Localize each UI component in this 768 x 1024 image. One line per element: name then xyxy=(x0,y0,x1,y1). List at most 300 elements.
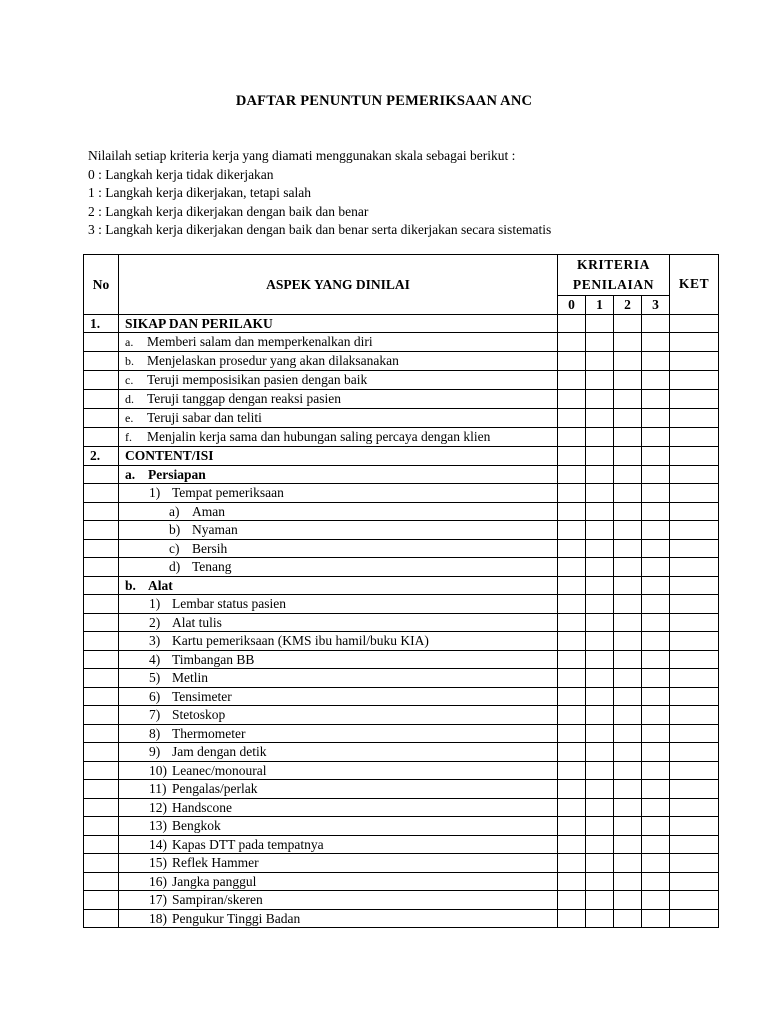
ket-cell[interactable] xyxy=(670,687,719,706)
ket-cell[interactable] xyxy=(670,409,719,428)
score-1-cell[interactable] xyxy=(586,761,614,780)
score-0-cell[interactable] xyxy=(558,428,586,447)
score-0-cell[interactable] xyxy=(558,447,586,466)
ket-cell[interactable] xyxy=(670,595,719,614)
score-2-cell[interactable] xyxy=(614,798,642,817)
score-0-cell[interactable] xyxy=(558,817,586,836)
item-text: Teruji sabar dan teliti xyxy=(147,410,262,425)
table-row xyxy=(84,371,719,390)
score-3-cell[interactable] xyxy=(642,891,670,910)
score-3-cell[interactable] xyxy=(642,854,670,873)
score-2-cell[interactable] xyxy=(614,909,642,928)
item-text: Bersih xyxy=(192,540,228,556)
table-body xyxy=(84,314,719,928)
score-0-cell[interactable] xyxy=(558,891,586,910)
scale-1: 1 : Langkah kerja dikerjakan, tetapi salah xyxy=(88,185,312,200)
score-0-cell[interactable] xyxy=(558,743,586,762)
score-0-cell[interactable] xyxy=(558,465,586,484)
score-3-cell[interactable] xyxy=(642,539,670,558)
item-label: 12) xyxy=(149,799,167,815)
score-1-cell[interactable] xyxy=(586,428,614,447)
score-3-cell[interactable] xyxy=(642,669,670,688)
score-2-cell[interactable] xyxy=(614,613,642,632)
ket-cell[interactable] xyxy=(670,502,719,521)
aspect-cell xyxy=(119,521,558,540)
score-1-cell[interactable] xyxy=(586,371,614,390)
row-number xyxy=(84,409,119,428)
score-2-cell[interactable] xyxy=(614,872,642,891)
table-row xyxy=(84,558,719,577)
score-3-cell[interactable] xyxy=(642,428,670,447)
aspect-cell xyxy=(119,687,558,706)
score-3-cell[interactable] xyxy=(642,835,670,854)
score-1-cell[interactable] xyxy=(586,724,614,743)
item-label: 2) xyxy=(149,614,161,630)
table-row xyxy=(84,724,719,743)
row-number xyxy=(84,687,119,706)
score-3-cell[interactable] xyxy=(642,558,670,577)
score-1-cell[interactable] xyxy=(586,817,614,836)
score-1-cell[interactable] xyxy=(586,576,614,595)
aspect-cell xyxy=(119,724,558,743)
item-label: 16) xyxy=(149,873,167,889)
score-2-cell[interactable] xyxy=(614,465,642,484)
aspect-cell xyxy=(119,447,558,466)
score-2-cell[interactable] xyxy=(614,484,642,503)
table-row xyxy=(84,706,719,725)
ket-cell[interactable] xyxy=(670,817,719,836)
aspect-cell xyxy=(119,484,558,503)
row-number xyxy=(84,724,119,743)
score-0-cell[interactable] xyxy=(558,706,586,725)
row-number xyxy=(84,558,119,577)
score-2-cell[interactable] xyxy=(614,502,642,521)
aspect-cell xyxy=(119,891,558,910)
ket-cell[interactable] xyxy=(670,909,719,928)
score-0-cell[interactable] xyxy=(558,484,586,503)
row-number xyxy=(84,632,119,651)
score-2-cell[interactable] xyxy=(614,780,642,799)
score-0-cell[interactable] xyxy=(558,650,586,669)
score-2-cell[interactable] xyxy=(614,314,642,333)
item-text: Tempat pemeriksaan xyxy=(172,485,284,501)
score-0-cell[interactable] xyxy=(558,502,586,521)
score-3-cell[interactable] xyxy=(642,447,670,466)
score-3-cell[interactable] xyxy=(642,743,670,762)
ket-cell[interactable] xyxy=(670,798,719,817)
row-number xyxy=(84,798,119,817)
table-row xyxy=(84,872,719,891)
score-3-cell[interactable] xyxy=(642,409,670,428)
table-row xyxy=(84,761,719,780)
item-label: a) xyxy=(169,503,180,519)
item-label: f. xyxy=(125,430,132,444)
ket-cell[interactable] xyxy=(670,576,719,595)
item-text: Tensimeter xyxy=(172,688,232,704)
score-3-cell[interactable] xyxy=(642,909,670,928)
row-number xyxy=(84,333,119,352)
score-0-cell[interactable] xyxy=(558,669,586,688)
score-1-cell[interactable] xyxy=(586,854,614,873)
ket-cell[interactable] xyxy=(670,333,719,352)
score-2-cell[interactable] xyxy=(614,724,642,743)
score-0-cell[interactable] xyxy=(558,409,586,428)
ket-cell[interactable] xyxy=(670,724,719,743)
item-label: e. xyxy=(125,411,134,425)
row-number: 2. xyxy=(84,447,119,466)
item-text: Timbangan BB xyxy=(172,651,255,667)
item-text: Kapas DTT pada tempatnya xyxy=(172,836,324,852)
score-1-cell[interactable] xyxy=(586,835,614,854)
item-text: Alat tulis xyxy=(172,614,222,630)
aspect-cell xyxy=(119,333,558,352)
score-0-cell[interactable] xyxy=(558,872,586,891)
row-number xyxy=(84,390,119,409)
item-text: Aman xyxy=(192,503,225,519)
row-number xyxy=(84,780,119,799)
score-0-cell[interactable] xyxy=(558,909,586,928)
aspect-cell xyxy=(119,872,558,891)
item-text: Kartu pemeriksaan (KMS ibu hamil/buku KIA) xyxy=(172,633,429,649)
score-3-cell[interactable] xyxy=(642,521,670,540)
ket-cell[interactable] xyxy=(670,465,719,484)
scale-2: 2 : Langkah kerja dikerjakan dengan baik dan benar xyxy=(88,203,369,219)
row-number xyxy=(84,484,119,503)
ket-cell[interactable] xyxy=(670,314,719,333)
score-0-cell[interactable] xyxy=(558,854,586,873)
row-number xyxy=(84,428,119,447)
score-3-cell[interactable] xyxy=(642,595,670,614)
table-row xyxy=(84,447,719,466)
instructions xyxy=(88,147,551,240)
row-number xyxy=(84,650,119,669)
row-number xyxy=(84,539,119,558)
score-3-cell[interactable] xyxy=(642,724,670,743)
item-text: Pengukur Tinggi Badan xyxy=(172,910,301,926)
assessment-table xyxy=(83,254,719,928)
ket-cell[interactable] xyxy=(670,632,719,651)
ket-cell[interactable] xyxy=(670,780,719,799)
item-text: Teruji memposisikan pasien dengan baik xyxy=(147,372,368,387)
score-2-cell[interactable] xyxy=(614,761,642,780)
score-1-cell[interactable] xyxy=(586,669,614,688)
aspect-cell xyxy=(119,576,558,595)
score-1-cell[interactable] xyxy=(586,872,614,891)
score-2-cell[interactable] xyxy=(614,669,642,688)
ket-cell[interactable] xyxy=(670,669,719,688)
table-row xyxy=(84,521,719,540)
score-2-cell[interactable] xyxy=(614,817,642,836)
row-number xyxy=(84,891,119,910)
score-1-cell[interactable] xyxy=(586,447,614,466)
score-0-cell[interactable] xyxy=(558,613,586,632)
ket-cell[interactable] xyxy=(670,613,719,632)
score-3-cell[interactable] xyxy=(642,817,670,836)
score-1-cell[interactable] xyxy=(586,650,614,669)
score-1-cell[interactable] xyxy=(586,632,614,651)
aspect-cell xyxy=(119,558,558,577)
aspect-cell xyxy=(119,371,558,390)
score-0-cell[interactable] xyxy=(558,798,586,817)
score-2-cell[interactable] xyxy=(614,521,642,540)
aspect-cell xyxy=(119,798,558,817)
table-row xyxy=(84,539,719,558)
item-label: 4) xyxy=(149,651,161,667)
item-label: b) xyxy=(169,522,181,538)
score-1-cell[interactable] xyxy=(586,687,614,706)
score-3-cell[interactable] xyxy=(642,502,670,521)
item-text: Leanec/monoural xyxy=(172,762,267,778)
table-row xyxy=(84,891,719,910)
col-ket-header xyxy=(670,255,719,315)
item-text: Nyaman xyxy=(192,522,238,538)
score-2-cell[interactable] xyxy=(614,333,642,352)
ket-cell[interactable] xyxy=(670,390,719,409)
score-2-cell[interactable] xyxy=(614,706,642,725)
score-3-cell[interactable] xyxy=(642,687,670,706)
score-0-cell[interactable] xyxy=(558,595,586,614)
aspect-cell xyxy=(119,314,558,333)
table-row xyxy=(84,669,719,688)
aspect-cell xyxy=(119,817,558,836)
col-kriteria-header xyxy=(558,255,670,296)
score-0-cell[interactable] xyxy=(558,780,586,799)
score-2-cell[interactable] xyxy=(614,632,642,651)
score-1-cell[interactable] xyxy=(586,891,614,910)
score-0-cell[interactable] xyxy=(558,632,586,651)
aspect-cell xyxy=(119,909,558,928)
ket-cell[interactable] xyxy=(670,558,719,577)
score-2-cell[interactable] xyxy=(614,352,642,371)
score-1-cell[interactable] xyxy=(586,798,614,817)
ket-cell[interactable] xyxy=(670,371,719,390)
item-text: Jangka panggul xyxy=(172,873,257,889)
item-label: 9) xyxy=(149,744,161,760)
score-2-cell[interactable] xyxy=(614,409,642,428)
item-text: Thermometer xyxy=(172,725,246,741)
score-2-cell[interactable] xyxy=(614,650,642,669)
table-row xyxy=(84,390,719,409)
aspect-cell xyxy=(119,352,558,371)
score-1-cell[interactable] xyxy=(586,502,614,521)
score-0-cell[interactable] xyxy=(558,539,586,558)
item-text: Menjalin kerja sama dan hubungan saling percaya dengan klien xyxy=(147,429,491,444)
score-1-cell[interactable] xyxy=(586,539,614,558)
score-3-cell[interactable] xyxy=(642,650,670,669)
row-number xyxy=(84,502,119,521)
aspect-cell xyxy=(119,761,558,780)
row-number xyxy=(84,909,119,928)
score-0-cell[interactable] xyxy=(558,333,586,352)
ket-cell[interactable] xyxy=(670,743,719,762)
item-label: 6) xyxy=(149,688,161,704)
score-2-cell[interactable] xyxy=(614,428,642,447)
aspect-cell xyxy=(119,613,558,632)
row-number xyxy=(84,743,119,762)
score-1-cell[interactable] xyxy=(586,465,614,484)
score-3-cell[interactable] xyxy=(642,613,670,632)
aspect-cell xyxy=(119,539,558,558)
aspect-cell xyxy=(119,595,558,614)
item-text: Persiapan xyxy=(148,466,206,482)
score-3-cell[interactable] xyxy=(642,314,670,333)
item-label: 13) xyxy=(149,818,167,834)
item-label: b. xyxy=(125,577,136,593)
item-text: Bengkok xyxy=(172,818,221,834)
table-row xyxy=(84,409,719,428)
ket-cell[interactable] xyxy=(670,521,719,540)
ket-cell[interactable] xyxy=(670,447,719,466)
score-2-cell[interactable] xyxy=(614,687,642,706)
table-row xyxy=(84,576,719,595)
row-number xyxy=(84,706,119,725)
item-label: 1) xyxy=(149,596,161,612)
item-label: b. xyxy=(125,354,134,368)
score-1-cell[interactable] xyxy=(586,390,614,409)
item-label: c. xyxy=(125,373,134,387)
row-number xyxy=(84,854,119,873)
score-0-cell[interactable] xyxy=(558,314,586,333)
table-row xyxy=(84,854,719,873)
score-1-cell[interactable] xyxy=(586,780,614,799)
row-number xyxy=(84,595,119,614)
score-1-cell[interactable] xyxy=(586,409,614,428)
ket-cell[interactable] xyxy=(670,650,719,669)
score-2-cell[interactable] xyxy=(614,854,642,873)
score-3-cell[interactable] xyxy=(642,333,670,352)
ket-cell[interactable] xyxy=(670,352,719,371)
table-row xyxy=(84,835,719,854)
item-text: Alat xyxy=(148,577,173,593)
col-kriteria-label: KRITERIA PENILAIAN xyxy=(572,257,655,292)
row-number: 1. xyxy=(84,314,119,333)
score-1-cell[interactable] xyxy=(586,613,614,632)
score-2-cell[interactable] xyxy=(614,558,642,577)
item-text: CONTENT/ISI xyxy=(125,448,214,464)
table-row xyxy=(84,817,719,836)
score-1-cell[interactable] xyxy=(586,314,614,333)
aspect-cell xyxy=(119,780,558,799)
item-label: 7) xyxy=(149,707,161,723)
score-1-cell[interactable] xyxy=(586,706,614,725)
score-2-cell[interactable] xyxy=(614,447,642,466)
row-number xyxy=(84,576,119,595)
item-label: 10) xyxy=(149,762,167,778)
item-text: Stetoskop xyxy=(172,707,226,723)
score-0-cell[interactable] xyxy=(558,761,586,780)
score-1-cell[interactable] xyxy=(586,352,614,371)
table-row xyxy=(84,798,719,817)
score-3-cell[interactable] xyxy=(642,576,670,595)
score-1-cell[interactable] xyxy=(586,333,614,352)
score-0-cell[interactable] xyxy=(558,371,586,390)
ket-cell[interactable] xyxy=(670,854,719,873)
item-label: c) xyxy=(169,540,180,556)
page-title: DAFTAR PENUNTUN PEMERIKSAAN ANC xyxy=(235,93,533,109)
score-2-cell[interactable] xyxy=(614,743,642,762)
score-2-cell[interactable] xyxy=(614,539,642,558)
score-0-cell[interactable] xyxy=(558,352,586,371)
score-1-cell[interactable] xyxy=(586,558,614,577)
score-0-cell[interactable] xyxy=(558,724,586,743)
score-3-cell[interactable] xyxy=(642,632,670,651)
item-text: Tenang xyxy=(192,559,232,575)
ket-cell[interactable] xyxy=(670,891,719,910)
table-row xyxy=(84,314,719,333)
item-text: Reflek Hammer xyxy=(172,855,259,871)
ket-cell[interactable] xyxy=(670,428,719,447)
table-row xyxy=(84,428,719,447)
score-1-cell[interactable] xyxy=(586,521,614,540)
score-1-cell[interactable] xyxy=(586,743,614,762)
table-row xyxy=(84,687,719,706)
score-3-cell[interactable] xyxy=(642,706,670,725)
aspect-cell xyxy=(119,706,558,725)
item-text: Menjelaskan prosedur yang akan dilaksanakan xyxy=(147,353,399,368)
ket-cell[interactable] xyxy=(670,761,719,780)
ket-cell[interactable] xyxy=(670,706,719,725)
score-0-cell[interactable] xyxy=(558,390,586,409)
score-3-cell[interactable] xyxy=(642,761,670,780)
score-3-cell[interactable] xyxy=(642,872,670,891)
score-2-cell[interactable] xyxy=(614,595,642,614)
table-row xyxy=(84,465,719,484)
item-text: Memberi salam dan memperkenalkan diri xyxy=(147,334,373,349)
aspect-cell xyxy=(119,390,558,409)
aspect-cell xyxy=(119,743,558,762)
score-0-cell[interactable] xyxy=(558,835,586,854)
aspect-cell xyxy=(119,465,558,484)
item-label: 14) xyxy=(149,836,167,852)
score-2-cell[interactable] xyxy=(614,371,642,390)
score-1-cell[interactable] xyxy=(586,909,614,928)
score-3-header: 3 xyxy=(642,296,670,315)
row-number xyxy=(84,872,119,891)
score-1-cell[interactable] xyxy=(586,484,614,503)
ket-cell[interactable] xyxy=(670,539,719,558)
item-label: a. xyxy=(125,466,136,482)
ket-cell[interactable] xyxy=(670,484,719,503)
item-text: SIKAP DAN PERILAKU xyxy=(125,315,273,331)
score-3-cell[interactable] xyxy=(642,465,670,484)
table-row xyxy=(84,650,719,669)
table-row xyxy=(84,502,719,521)
score-3-cell[interactable] xyxy=(642,390,670,409)
score-3-cell[interactable] xyxy=(642,371,670,390)
ket-cell[interactable] xyxy=(670,835,719,854)
score-3-cell[interactable] xyxy=(642,352,670,371)
aspect-cell xyxy=(119,428,558,447)
score-1-cell[interactable] xyxy=(586,595,614,614)
table-row xyxy=(84,780,719,799)
item-text: Jam dengan detik xyxy=(172,744,267,760)
score-0-cell[interactable] xyxy=(558,687,586,706)
score-0-cell[interactable] xyxy=(558,521,586,540)
score-3-cell[interactable] xyxy=(642,798,670,817)
col-no-header: No xyxy=(84,255,119,315)
aspect-cell xyxy=(119,502,558,521)
score-0-cell[interactable] xyxy=(558,576,586,595)
score-2-cell[interactable] xyxy=(614,891,642,910)
table-row xyxy=(84,352,719,371)
score-3-cell[interactable] xyxy=(642,484,670,503)
score-2-cell[interactable] xyxy=(614,390,642,409)
score-0-cell[interactable] xyxy=(558,558,586,577)
ket-cell[interactable] xyxy=(670,872,719,891)
score-2-cell[interactable] xyxy=(614,835,642,854)
score-2-cell[interactable] xyxy=(614,576,642,595)
score-3-cell[interactable] xyxy=(642,780,670,799)
